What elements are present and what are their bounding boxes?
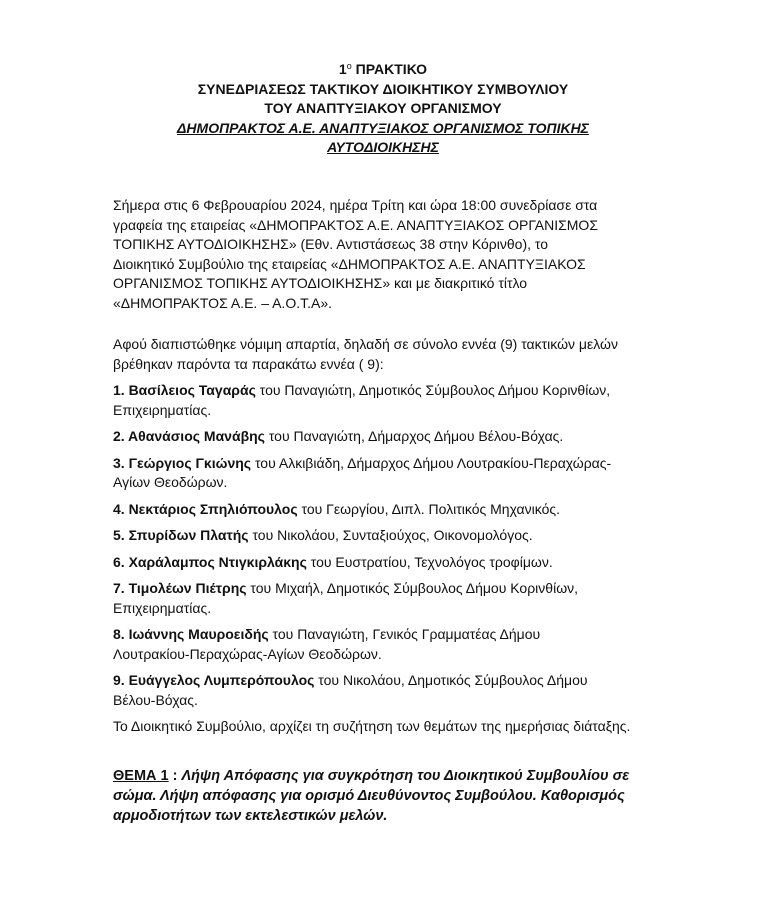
company-name-line-1: ΔΗΜΟΠΡΑΚΤΟΣ Α.Ε. ΑΝΑΠΤΥΞΙΑΚΟΣ ΟΡΓΑΝΙΣΜΟΣ ΤΟΠΙΚΗΣ <box>177 119 589 136</box>
quorum-paragraph: Αφού διαπιστώθηκε νόμιμη απαρτία, δηλαδή σε σύνολο εννέα (9) τακτικών μελών βρέθηκαν παρόντα τα παρακάτω εννέα ( 9): <box>113 336 618 372</box>
document-body <box>113 196 659 826</box>
agenda-topic: ΘΕΜΑ 1 : Λήψη Απόφασης για συγκρότηση του Διοικητικού Συμβουλίου σε σώμα. Λήψη απόφασης για ορισμό Διευθύνοντος Συμβούλου. Καθορισμός αρμοδιοτήτων των εκτελεστικών μελών. <box>113 767 630 824</box>
member-name: 2. Αθανάσιος Μανάβης <box>113 428 265 444</box>
member-name: 9. Ευάγγελος Λυμπερόπουλος <box>113 672 315 688</box>
document-header <box>0 57 766 158</box>
ordinal-superscript: ο <box>346 61 352 71</box>
member-item: 9. Ευάγγελος Λυμπερόπουλος του Νικολάου, Δημοτικός Σύμβουλος Δήμου Βέλου-Βόχας. <box>113 672 588 708</box>
member-name: 3. Γεώργιος Γκιώνης <box>113 454 252 471</box>
topic-label: ΘΕΜΑ 1 <box>113 767 169 784</box>
member-name: 5. Σπυρίδων Πλατής <box>113 527 249 543</box>
header-title: $1^o$ ΠΡΑΚΤΙΚΟ <box>338 61 428 77</box>
member-name: 1. Βασίλειος Ταγαράς <box>113 382 256 398</box>
member-name: 4. Νεκτάριος Σπηλιόπουλος <box>113 500 298 517</box>
company-name-line-2: ΑΥΤΟΔΙΟΙΚΗΣΗΣ <box>327 139 439 155</box>
member-item: 4. Νεκτάριος Σπηλιόπουλος του Γεωργίου, Διπλ. Πολιτικός Μηχανικός. <box>113 500 560 517</box>
member-item: 8. Ιωάννης Μαυροειδής του Παναγιώτη, Γενικός Γραμματέας Δήμου Λουτρακίου-Περαχώρας-Αγίων Θεοδώρων. <box>113 626 541 662</box>
member-name: 8. Ιωάννης Μαυροειδής <box>113 626 269 642</box>
closing-paragraph: Το Διοικητικό Συμβούλιο, αρχίζει τη συζήτηση των θεμάτων της ημερήσιας διάταξης. <box>113 718 631 734</box>
member-item: 6. Χαράλαμπος Ντιγκιρλάκης του Ευστρατίου, Τεχνολόγος τροφίμων. <box>113 553 553 570</box>
member-item: 5. Σπυρίδων Πλατής του Νικολάου, Συνταξιούχος, Οικονομολόγος. <box>113 527 533 543</box>
member-name: 6. Χαράλαμπος Ντιγκιρλάκης <box>113 553 307 570</box>
header-line-2: ΣΥΝΕΔΡΙΑΣΕΩΣ ΤΑΚΤΙΚΟΥ ΔΙΟΙΚΗΤΙΚΟΥ ΣΥΜΒΟΥΛΙΟΥ <box>197 80 569 97</box>
member-item: 1. Βασίλειος Ταγαράς του Παναγιώτη, Δημοτικός Σύμβουλος Δήμου Κορινθίων, Επιχειρηματίας. <box>113 382 611 418</box>
member-item: 3. Γεώργιος Γκιώνης του Αλκιβιάδη, Δήμαρχος Δήμου Λουτρακίου-Περαχώρας- Αγίων Θεοδώρων. <box>113 454 612 490</box>
intro-paragraph: Σήμερα στις 6 Φεβρουαρίου 2024, ημέρα Τρίτη και ώρα 18:00 συνεδρίασε στα γραφεία της εταιρείας «ΔΗΜΟΠΡΑΚΤΟΣ Α.Ε. ΑΝΑΠΤΥΞΙΑΚΟΣ ΟΡΓΑΝΙΣΜΟΣ ΤΟΠΙΚΗΣ ΑΥΤΟΔΙΟΙΚΗΣΗΣ» (Εθν. Αντιστάσεως 38 στην Κόρινθο), το Διοικητικό Συμβούλιο της εταιρείας «ΔΗΜΟΠΡΑΚΤΟΣ Α.Ε. ΑΝΑΠΤΥΞΙΑΚΟΣ ΟΡΓΑΝΙΣΜΟΣ ΤΟΠΙΚΗΣ ΑΥΤΟΔΙΟΙΚΗΣΗΣ» και με διακριτικό τίτλο «ΔΗΜΟΠΡΑΚΤΟΣ Α.Ε. – Α.Ο.Τ.Α». <box>113 197 598 311</box>
topic-text: Λήψη Απόφασης για συγκρότηση του Διοικητικού Συμβουλίου σε <box>181 767 630 784</box>
header-line-3: ΤΟΥ ΑΝΑΠΤΥΞΙΑΚΟΥ ΟΡΓΑΝΙΣΜΟΥ <box>264 100 502 116</box>
member-item: 2. Αθανάσιος Μανάβης του Παναγιώτη, Δήμαρχος Δήμου Βέλου-Βόχας. <box>113 428 564 444</box>
member-name: 7. Τιμολέων Πιέτρης <box>113 580 247 596</box>
member-item: 7. Τιμολέων Πιέτρης του Μιχαήλ, Δημοτικός Σύμβουλος Δήμου Κορινθίων, Επιχειρηματίας. <box>113 580 579 616</box>
